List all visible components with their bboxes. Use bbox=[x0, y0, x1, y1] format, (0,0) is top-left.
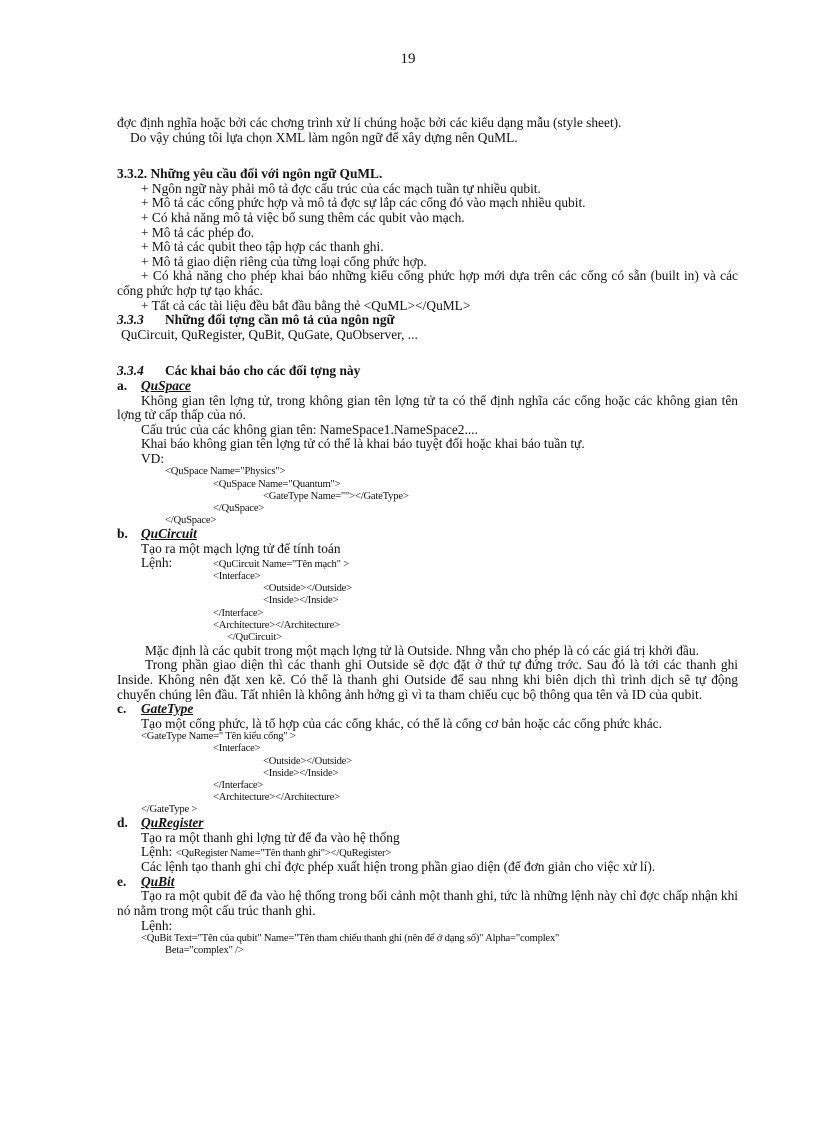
list-item: + Mô tả giao diện riêng của từng loại cổng phức hợp. bbox=[141, 253, 427, 269]
paragraph: VD: bbox=[141, 450, 165, 466]
code-line: <Interface> bbox=[213, 571, 261, 583]
code-line: <QuCircuit Name="Tên mạch" > bbox=[213, 559, 349, 571]
subsection-name: QuCircuit bbox=[141, 525, 197, 541]
code-line: </QuCircuit> bbox=[227, 631, 282, 643]
subsection-name: GateType bbox=[141, 701, 194, 717]
command-line bbox=[117, 845, 738, 860]
command-line bbox=[117, 556, 738, 571]
paragraph: Cấu trúc của các không gian tên: NameSpace1.NameSpace2.... bbox=[141, 421, 478, 437]
paragraph: Trong phần giao diện thì các thanh ghi Outside sẽ đợc đặt ở thứ tự đứng trớc. Sau đó là tới các thanh ghi Inside. Không nên đặt xen kẽ. Có thể là thanh ghi Outside để sau nhng khi biên dịch thì trình dịch sẽ tự động chuyển chúng lên đầu. Tất nhiên là không ảnh hởng gì vì ta tham chiếu cục bộ thông qua tên và ID của qubit. bbox=[117, 657, 738, 702]
command-label: Lệnh: bbox=[141, 844, 173, 860]
subsection-d-heading bbox=[117, 816, 738, 831]
code-line: <Outside></Outside> bbox=[263, 755, 352, 767]
subsection-c-heading bbox=[117, 702, 738, 717]
subsection-letter: a. bbox=[117, 377, 128, 393]
command-label: Lệnh: bbox=[141, 917, 173, 933]
paragraph: Tạo ra một thanh ghi lợng tử để đa vào hệ thống bbox=[141, 829, 400, 845]
code-line: </GateType > bbox=[141, 803, 198, 815]
code-line: <Architecture></Architecture> bbox=[213, 619, 340, 631]
code-line: </QuSpace> bbox=[213, 502, 265, 514]
subsection-b-heading bbox=[117, 527, 738, 542]
code-line: <GateType Name=""></GateType> bbox=[263, 490, 409, 502]
list-item: + Mô tả các phép đo. bbox=[141, 224, 255, 240]
subsection-a-heading bbox=[117, 379, 738, 394]
section-3-3-2-heading: 3.3.2. Những yêu cầu đối với ngôn ngữ QuML. bbox=[117, 166, 383, 182]
section-title: Những đối tợng cần mô tả của ngôn ngữ bbox=[165, 312, 395, 328]
list-item: + Tất cả các tài liệu đều bắt đầu bằng thẻ <QuML></QuML> bbox=[141, 297, 471, 313]
code-line: <QuSpace Name="Physics"> bbox=[165, 466, 286, 478]
list-item: + Mô tả các qubit theo tập hợp các thanh ghi. bbox=[141, 239, 384, 255]
section-number: 3.3.3 bbox=[117, 312, 144, 328]
code-line: <Inside></Inside> bbox=[263, 595, 339, 607]
subsection-name: QuBit bbox=[141, 873, 175, 889]
requirements-list bbox=[117, 182, 738, 313]
document-body bbox=[117, 116, 738, 957]
paragraph: Khai báo không gian tên lợng tử có thể là khai báo tuyệt đối hoặc khai báo tuần tự. bbox=[141, 436, 585, 452]
list-item: + Có khả năng cho phép khai báo những kiểu cổng phức hợp mới dựa trên các cổng có sẵn (built in) và các cổng phức hợp tự tạo khác. bbox=[117, 268, 738, 298]
section-title: Các khai báo cho các đối tợng này bbox=[165, 363, 361, 379]
subsection-letter: c. bbox=[117, 701, 127, 717]
subsection-letter: b. bbox=[117, 525, 128, 541]
paragraph: Mặc định là các qubit trong một mạch lợng tử là Outside. Nhng vẫn cho phép là có các giá trị khởi đầu. bbox=[145, 642, 699, 658]
code-line: <GateType Name=" Tên kiểu cổng" > bbox=[141, 731, 296, 743]
list-item: + Ngôn ngữ này phải mô tả đợc cấu trúc của các mạch tuần tự nhiều qubit. bbox=[141, 180, 541, 196]
code-line: </Interface> bbox=[213, 607, 264, 619]
code-block bbox=[117, 731, 738, 816]
paragraph: Tạo một cổng phức, là tổ hợp của các cổng khác, có thể là cổng cơ bản hoặc các cổng phức khác. bbox=[141, 715, 662, 731]
code-line: <QuRegister Name="Tên thanh ghi"></QuRegister> bbox=[175, 848, 392, 860]
code-line: </Interface> bbox=[213, 779, 264, 791]
code-line: <Outside></Outside> bbox=[263, 583, 352, 595]
subsection-letter: e. bbox=[117, 873, 127, 889]
code-block bbox=[117, 571, 738, 644]
paragraph: Tạo ra một mạch lợng tử để tính toán bbox=[141, 540, 341, 556]
command-label: Lệnh: bbox=[141, 555, 173, 571]
code-line: <QuSpace Name="Quantum"> bbox=[213, 478, 341, 490]
code-block bbox=[117, 466, 738, 526]
list-item: + Có khả năng mô tả việc bổ sung thêm các qubit vào mạch. bbox=[141, 209, 465, 225]
code-line: <Inside></Inside> bbox=[263, 767, 339, 779]
list-item: + Mô tả các cổng phức hợp và mô tả đợc sự lắp các cổng đó vào mạch nhiều qubit. bbox=[141, 195, 586, 211]
paragraph: Các lệnh tạo thanh ghi chỉ đợc phép xuất hiện trong phần giao diện (để đơn giản cho việc xử lí). bbox=[141, 859, 656, 875]
section-number: 3.3.4 bbox=[117, 363, 144, 379]
section-3-3-3-heading bbox=[117, 313, 738, 328]
subsection-e-heading bbox=[117, 875, 738, 890]
code-line: Beta="complex" /> bbox=[165, 945, 244, 957]
code-line: <Architecture></Architecture> bbox=[213, 791, 340, 803]
subsection-letter: d. bbox=[117, 815, 128, 830]
object-list: QuCircuit, QuRegister, QuBit, QuGate, QuObserver, ... bbox=[121, 326, 418, 342]
intro-conclusion: Do vậy chúng tôi lựa chọn XML làm ngôn ngữ để xây dựng nên QuML. bbox=[130, 129, 518, 145]
code-line: <QuBit Text="Tên của qubit" Name="Tên tham chiếu thanh ghi (nên để ở dạng số)" Alpha="complex" bbox=[141, 933, 560, 945]
intro-paragraph: đợc định nghĩa hoặc bởi các chơng trình xử lí chúng hoặc bởi các kiểu dạng mẫu (style sheet). bbox=[117, 115, 622, 130]
paragraph: Không gian tên lợng tử, trong không gian tên lợng tử ta có thể định nghĩa các cổng hoặc các không gian tên lợng tử cấp thấp của nó. bbox=[117, 392, 738, 423]
paragraph: Tạo ra một qubit để đa vào hệ thống trong bối cảnh một thanh ghi, tức là những lệnh này chỉ đợc chấp nhận khi nó nằm trong một cấu trúc thanh ghi. bbox=[117, 888, 738, 919]
section-3-3-4-heading bbox=[117, 364, 738, 379]
page-number: 19 bbox=[400, 51, 416, 67]
subsection-name: QuSpace bbox=[141, 377, 191, 393]
code-block bbox=[117, 933, 738, 957]
code-line: </QuSpace> bbox=[165, 514, 217, 526]
subsection-name: QuRegister bbox=[141, 815, 204, 830]
code-line: <Interface> bbox=[213, 743, 261, 755]
